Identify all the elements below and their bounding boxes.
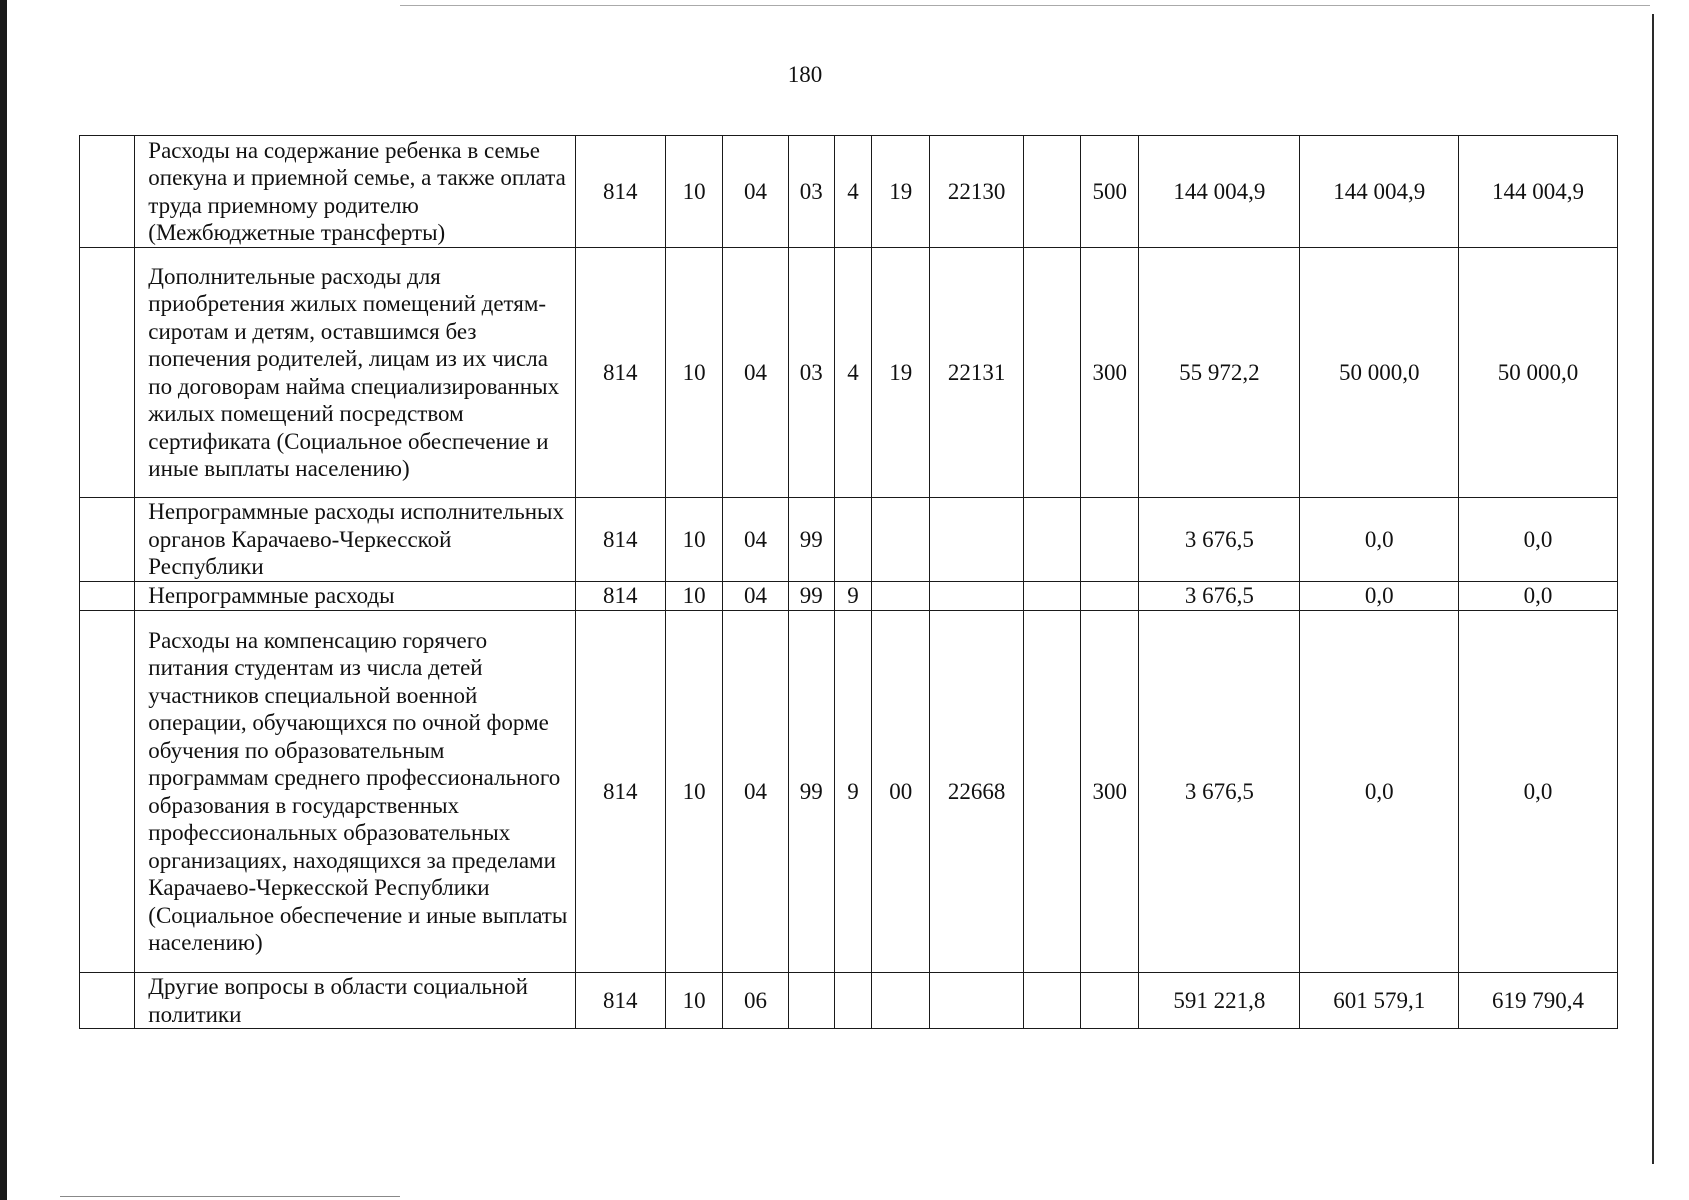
expense-type-code: 500 [1081, 136, 1139, 248]
table-row [80, 248, 1618, 498]
amount-year-3: 619 790,4 [1459, 973, 1618, 1029]
amount-year-2: 50 000,0 [1300, 248, 1459, 498]
amount-year-1: 55 972,2 [1139, 248, 1300, 498]
amount-year-2: 0,0 [1300, 582, 1459, 611]
target-code-direction: 22668 [930, 611, 1023, 973]
row-index-cell [80, 498, 135, 582]
section-code: 10 [666, 611, 723, 973]
target-code-program: 03 [788, 248, 834, 498]
target-code-program [788, 973, 834, 1029]
target-code-subprogram [872, 973, 930, 1029]
section-code: 10 [666, 973, 723, 1029]
subsection-code: 04 [723, 248, 788, 498]
empty-cell [1023, 248, 1080, 498]
scan-edge-right [1652, 14, 1654, 1164]
subsection-code: 06 [723, 973, 788, 1029]
scan-bottom-line [60, 1196, 400, 1197]
target-code-direction: 22130 [930, 136, 1023, 248]
amount-year-2: 0,0 [1300, 611, 1459, 973]
empty-cell [1023, 582, 1080, 611]
amount-year-3: 144 004,9 [1459, 136, 1618, 248]
section-code: 10 [666, 136, 723, 248]
target-code-subprogram: 19 [872, 136, 930, 248]
empty-cell [1023, 136, 1080, 248]
expense-name: Расходы на компенсацию горячего питания студентам из числа детей участников специальной военной операции, обучающихся по очной форме обучения по образовательным программам среднего профессионального образования в государственных профессиональных образовательных организациях, находящихся за пределами Карачаево-Черкесской Республики (Социальное обеспечение и иные выплаты населению) [135, 611, 575, 973]
target-code-subprogram: 19 [872, 248, 930, 498]
budget-table [79, 135, 1618, 1029]
target-code-direction [930, 498, 1023, 582]
table-row [80, 498, 1618, 582]
table-row [80, 611, 1618, 973]
amount-year-1: 3 676,5 [1139, 498, 1300, 582]
table-row [80, 582, 1618, 611]
row-index-cell [80, 611, 135, 973]
amount-year-3: 50 000,0 [1459, 248, 1618, 498]
section-code: 10 [666, 248, 723, 498]
expense-name: Дополнительные расходы для приобретения жилых помещений детям-сиротам и детям, оставшимся без попечения родителей, лицам из их числа по договорам найма специализированных жилых помещений посредством сертификата (Социальное обеспечение и иные выплаты населению) [135, 248, 575, 498]
amount-year-3: 0,0 [1459, 498, 1618, 582]
target-code-type: 9 [834, 582, 871, 611]
expense-type-code [1081, 582, 1139, 611]
row-index-cell [80, 248, 135, 498]
ved-code: 814 [575, 248, 665, 498]
section-code: 10 [666, 498, 723, 582]
target-code-type: 4 [834, 136, 871, 248]
ved-code: 814 [575, 973, 665, 1029]
row-index-cell [80, 973, 135, 1029]
expense-type-code [1081, 498, 1139, 582]
empty-cell [1023, 498, 1080, 582]
amount-year-1: 3 676,5 [1139, 582, 1300, 611]
table-row [80, 136, 1618, 248]
expense-name: Непрограммные расходы исполнительных органов Карачаево-Черкесской Республики [135, 498, 575, 582]
table-row [80, 973, 1618, 1029]
target-code-type: 9 [834, 611, 871, 973]
expense-name: Непрограммные расходы [135, 582, 575, 611]
target-code-direction: 22131 [930, 248, 1023, 498]
ved-code: 814 [575, 582, 665, 611]
target-code-subprogram [872, 582, 930, 611]
expense-name: Другие вопросы в области социальной политики [135, 973, 575, 1029]
expense-name: Расходы на содержание ребенка в семье опекуна и приемной семье, а также оплата труда приемному родителю (Межбюджетные трансферты) [135, 136, 575, 248]
expense-type-code [1081, 973, 1139, 1029]
empty-cell [1023, 973, 1080, 1029]
target-code-program: 03 [788, 136, 834, 248]
section-code: 10 [666, 582, 723, 611]
amount-year-3: 0,0 [1459, 582, 1618, 611]
target-code-program: 99 [788, 582, 834, 611]
amount-year-3: 0,0 [1459, 611, 1618, 973]
subsection-code: 04 [723, 582, 788, 611]
subsection-code: 04 [723, 498, 788, 582]
amount-year-1: 3 676,5 [1139, 611, 1300, 973]
amount-year-1: 591 221,8 [1139, 973, 1300, 1029]
target-code-direction [930, 973, 1023, 1029]
expense-type-code: 300 [1081, 611, 1139, 973]
target-code-subprogram [872, 498, 930, 582]
ved-code: 814 [575, 136, 665, 248]
subsection-code: 04 [723, 136, 788, 248]
page-number: 180 [787, 62, 823, 87]
scan-edge-left [0, 0, 7, 1200]
target-code-type [834, 498, 871, 582]
target-code-subprogram: 00 [872, 611, 930, 973]
empty-cell [1023, 611, 1080, 973]
amount-year-2: 144 004,9 [1300, 136, 1459, 248]
target-code-program: 99 [788, 498, 834, 582]
subsection-code: 04 [723, 611, 788, 973]
expense-type-code: 300 [1081, 248, 1139, 498]
amount-year-2: 0,0 [1300, 498, 1459, 582]
target-code-direction [930, 582, 1023, 611]
row-index-cell [80, 136, 135, 248]
target-code-type [834, 973, 871, 1029]
ved-code: 814 [575, 611, 665, 973]
amount-year-2: 601 579,1 [1300, 973, 1459, 1029]
row-index-cell [80, 582, 135, 611]
ved-code: 814 [575, 498, 665, 582]
amount-year-1: 144 004,9 [1139, 136, 1300, 248]
target-code-type: 4 [834, 248, 871, 498]
scan-top-line [400, 5, 1650, 6]
target-code-program: 99 [788, 611, 834, 973]
